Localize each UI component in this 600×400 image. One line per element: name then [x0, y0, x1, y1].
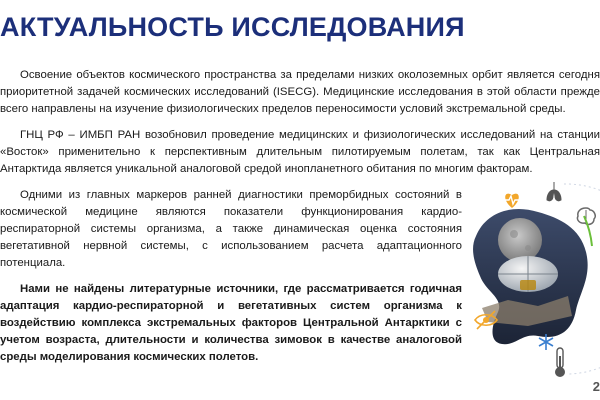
lungs-icon [547, 182, 561, 201]
antarctica-illustration [468, 176, 600, 382]
green-ring-accent [584, 216, 592, 246]
thermometer-icon [555, 348, 565, 377]
heart-pulse-icon [504, 194, 520, 208]
moon-circle [498, 218, 542, 262]
slide-title: АКТУАЛЬНОСТЬ ИССЛЕДОВАНИЯ [0, 12, 465, 42]
paragraph-markers: Одними из главных маркеров ранней диагностики преморбидных состояний в космической медицине являются показатели функционирования кардио-респираторной системы организма, а также динамическая оценка состояния вегетативной нервной системы, с использованием расчета адаптационного потенциала. [0, 189, 462, 269]
paragraph-vostok: ГНЦ РФ – ИМБП РАН возобновил проведение медицинских и физиологических исследований на станции «Восток» применительно к перспективным длительным пилотируемым полетам, так как Центральная Антарктида является уникальной аналоговой средой инопланетного обитания по многим факторам. [0, 129, 600, 175]
page-number: 2 [592, 379, 600, 394]
paragraph-intro: Освоение объектов космического пространства за пределами низких околоземных орбит является сегодня приоритетной задачей космических исследований (ISECG). Медицинские исследования в этой области прежде всего направлены на изучение физиологических пределов переносимости условий экстремальной среды. [0, 69, 600, 115]
paragraph-conclusion: Нами не найдены литературные источники, где рассматривается годичная адаптация кардио-респираторной и вегетативных систем организма к воздействию комплекса экстремальных факторов Центральной Антарктики с учетом возраста, длительности и количества зимовок в качестве аналоговой среды моделирования космических полетов. [0, 283, 462, 363]
